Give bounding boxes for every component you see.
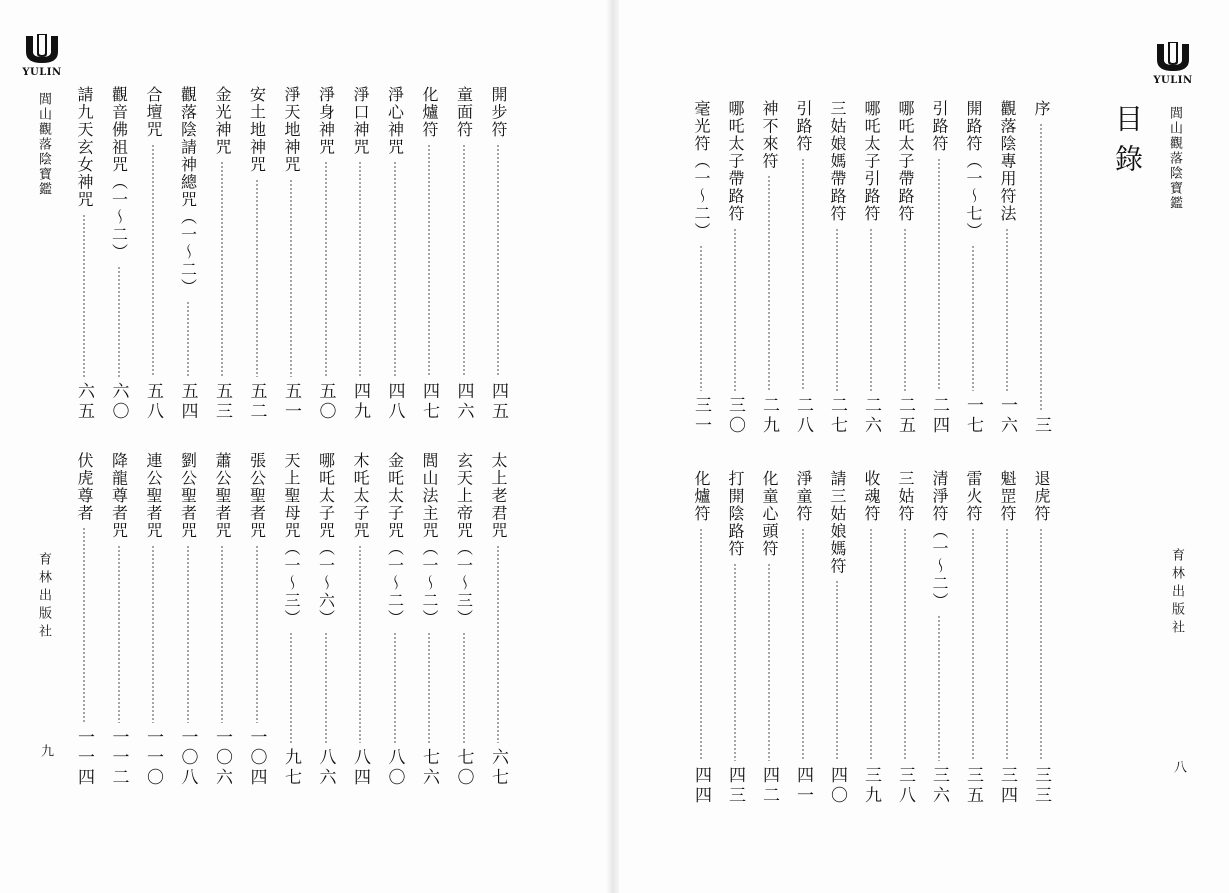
toc-entry-title: 開步符: [489, 86, 508, 139]
toc-entry: [895, 470, 915, 806]
yulin-emblem-icon: [1151, 40, 1195, 74]
toc-entry-title: 張公聖者咒: [247, 452, 267, 540]
toc-entry-title: 淨天地神咒: [282, 86, 301, 174]
toc-entry-title: 魁罡符: [998, 470, 1017, 523]
toc-entry: [316, 452, 336, 788]
toc-entry: [929, 470, 949, 806]
toc-leader-dots: [700, 528, 702, 762]
toc-entry-page: 四四: [691, 766, 711, 806]
toc-leader-dots: [700, 245, 702, 391]
toc-entry: [419, 86, 439, 422]
toc-entry-title: 淨口神咒: [351, 86, 370, 156]
toc-entry-page: 三一: [691, 396, 711, 436]
toc-entry-page: 一一四: [74, 728, 94, 788]
toc-entry-page: 八〇: [384, 748, 405, 788]
toc-entry: [247, 452, 267, 788]
toc-leader-dots: [325, 632, 327, 743]
page-number: 九: [38, 744, 53, 757]
toc-entry-title: 化童心頭符: [760, 470, 779, 558]
toc-leader-dots: [836, 580, 838, 761]
book-title: 閭山觀落陰寶鑑: [1167, 106, 1182, 211]
toc-entry-title: 淨身神咒: [316, 86, 336, 156]
toc-entry: [691, 470, 711, 806]
toc-entry-title: 哪吒太子帶路符: [726, 100, 745, 223]
yulin-logo: [18, 32, 66, 78]
toc-entry: [827, 470, 847, 806]
toc-entry-title: 降龍尊者咒: [109, 452, 129, 540]
toc-entry-title: 雷火符: [964, 470, 983, 523]
toc-leader-dots: [221, 161, 223, 377]
toc-entry-page: 四五: [488, 382, 508, 422]
toc-leader-dots: [325, 161, 327, 377]
toc-entry-page: 四八: [384, 382, 405, 422]
toc-entry: [963, 100, 983, 436]
toc-leader-dots: [734, 563, 736, 762]
toc-entry-title: 天上聖母咒（一～三）: [282, 452, 301, 627]
toc-leader-dots: [802, 158, 804, 392]
toc-leader-dots: [290, 632, 292, 743]
toc-entry-page: 三九: [861, 766, 881, 806]
toc-entry-title: 觀音佛祖咒（一～二）: [109, 86, 129, 261]
toc-entry: [725, 470, 745, 806]
toc-entry: [997, 100, 1017, 436]
toc-leader-dots: [359, 161, 361, 377]
toc-entry-page: 二四: [929, 396, 949, 436]
toc-entry: [212, 86, 232, 422]
toc-entry: [350, 86, 370, 422]
toc-entry-page: 四七: [419, 382, 439, 422]
toc-entry-title: 觀落陰專用符法: [998, 100, 1017, 223]
toc-entry-title: 安土地神咒: [247, 86, 267, 174]
toc-entry-title: 化爐符: [692, 470, 711, 523]
toc-entry-page: 六七: [488, 748, 508, 788]
toc-entry-title: 淨童符: [794, 470, 813, 523]
toc-entry: [385, 452, 405, 788]
toc-entry-page: 四一: [793, 766, 813, 806]
toc-leader-dots: [83, 214, 85, 378]
toc-entry: [793, 100, 813, 436]
toc-leader-dots: [463, 632, 465, 743]
toc-leader-dots: [1040, 123, 1042, 412]
publisher: 育林出版社: [36, 552, 51, 642]
toc-entry-title: 木吒太子咒: [351, 452, 370, 540]
toc-entry-title: 清淨符（一～二）: [930, 470, 949, 610]
toc-leader-dots: [768, 175, 770, 391]
toc-leader-dots: [463, 144, 465, 378]
toc-entry: [861, 470, 881, 806]
toc-leader-dots: [497, 144, 499, 378]
toc-leader-dots: [118, 266, 120, 377]
yulin-emblem-icon: [20, 32, 64, 66]
toc-entry: [178, 86, 198, 422]
toc-entry: [488, 452, 508, 788]
toc-entry-page: 三五: [963, 766, 983, 806]
left-page: [0, 0, 610, 893]
toc-entry-title: 合壇咒: [144, 86, 163, 139]
toc-entry-title: 閭山法主咒（一～二）: [420, 452, 439, 627]
toc-entry: [109, 86, 129, 422]
toc-entry: [316, 86, 336, 422]
toc-entry-title: 金光神咒: [213, 86, 232, 156]
toc-entry-page: 七〇: [453, 748, 474, 788]
toc-leader-dots: [938, 615, 940, 761]
toc-entry: [178, 452, 198, 788]
toc-leader-dots: [187, 545, 189, 724]
toc-entry-title: 金吒太子咒（一～二）: [385, 452, 405, 627]
toc-entry: [74, 86, 94, 422]
toc-entry: [1031, 470, 1051, 806]
toc-entry-page: 八四: [350, 748, 370, 788]
toc-entry: [247, 86, 267, 422]
toc-entry-title: 引路符: [930, 100, 949, 153]
toc-entry-page: 六〇: [108, 382, 129, 422]
toc-entry-page: 一〇四: [246, 728, 267, 788]
toc-entry: [861, 100, 881, 436]
toc-leader-dots: [734, 228, 736, 392]
toc-entry: [725, 100, 745, 436]
toc-entry-page: 四九: [350, 382, 370, 422]
toc-entry-title: 毫光符（一～二）: [692, 100, 711, 240]
toc-entry: [759, 470, 779, 806]
toc-entry-title: 化爐符: [420, 86, 439, 139]
toc-entry-title: 童面符: [454, 86, 474, 139]
toc-entry-page: 三四: [997, 766, 1017, 806]
toc-leader-dots: [904, 228, 906, 392]
toc-leader-dots: [428, 144, 430, 378]
toc-entry-title: 連公聖者咒: [144, 452, 163, 540]
toc-entry: [350, 452, 370, 788]
toc-entry-title: 哪吒太子帶路符: [896, 100, 915, 223]
toc-entry: [143, 86, 163, 422]
book-title: 閭山觀落陰寶鑑: [36, 92, 51, 197]
toc-entry-page: 一〇六: [212, 728, 232, 788]
toc-leader-dots: [768, 563, 770, 762]
toc-entry-title: 劉公聖者咒: [178, 452, 198, 540]
toc-entry-title: 序: [1032, 100, 1051, 118]
toc-entry-page: 三: [1031, 416, 1051, 436]
toc-leader-dots: [870, 228, 872, 392]
toc-leader-dots: [152, 545, 154, 724]
toc-entry-title: 請九天玄女神咒: [75, 86, 94, 209]
toc-entry-page: 六五: [74, 382, 94, 422]
toc-entry-title: 打開陰路符: [726, 470, 745, 558]
toc-entry: [929, 100, 949, 436]
toc-leader-dots: [1040, 528, 1042, 762]
toc-leader-dots: [290, 179, 292, 378]
toc-entry: [691, 100, 711, 436]
toc-entry: [454, 86, 474, 422]
toc-entry-page: 三六: [929, 766, 949, 806]
toc-entry-title: 開路符（一～七）: [964, 100, 983, 240]
toc-entry-page: 二九: [759, 396, 779, 436]
toc-entry-title: 太上老君咒: [489, 452, 508, 540]
toc-entry-page: 二六: [861, 396, 881, 436]
toc-entry-title: 觀落陰請神總咒（一～二）: [178, 86, 198, 296]
toc-entry: [997, 470, 1017, 806]
toc-entry: [454, 452, 474, 788]
toc-entry-title: 哪吒太子咒（一～六）: [316, 452, 336, 627]
toc-entry-page: 八六: [315, 748, 336, 788]
toc-entry: [895, 100, 915, 436]
toc-leader-dots: [187, 301, 189, 377]
toc-entry-title: 三姑符: [896, 470, 915, 523]
toc-entry: [488, 86, 508, 422]
toc-entry-title: 玄天上帝咒（一～三）: [454, 452, 474, 627]
toc-entry-title: 哪吒太子引路符: [862, 100, 881, 223]
toc-entry-title: 伏虎尊者: [75, 452, 94, 522]
toc-entry-page: 五八: [143, 382, 163, 422]
toc-entry-page: 三三: [1031, 766, 1051, 806]
toc-entry: [281, 86, 301, 422]
toc-entry-page: 七六: [419, 748, 439, 788]
toc-entry: [827, 100, 847, 436]
toc-leader-dots: [359, 545, 361, 744]
toc-leader-dots: [1006, 528, 1008, 762]
toc-entry-page: 一一〇: [143, 728, 163, 788]
toc-entry-title: 收魂符: [862, 470, 881, 523]
toc-leader-dots: [836, 228, 838, 392]
toc-entry-title: 引路符: [794, 100, 813, 153]
toc-entry-page: 四六: [453, 382, 474, 422]
toc-entry-page: 五〇: [315, 382, 336, 422]
toc-entry-title: 三姑娘媽帶路符: [828, 100, 847, 223]
yulin-logo: [1149, 40, 1197, 86]
toc-leader-dots: [870, 528, 872, 762]
toc-leader-dots: [221, 545, 223, 724]
toc-entry-page: 一七: [963, 396, 983, 436]
toc-leader-dots: [394, 161, 396, 377]
toc-entry-page: 五一: [281, 382, 301, 422]
page-number: 八: [1171, 760, 1186, 773]
toc-entry: [385, 86, 405, 422]
toc-entry-page: 四二: [759, 766, 779, 806]
toc-entry: [1031, 100, 1051, 436]
toc-entry-page: 九七: [281, 748, 301, 788]
toc-leader-dots: [394, 632, 396, 743]
toc-entry-title: 請三姑娘媽符: [828, 470, 847, 575]
toc-leader-dots: [497, 545, 499, 744]
toc-entry-page: 四三: [725, 766, 745, 806]
toc-entry: [143, 452, 163, 788]
toc-leader-dots: [118, 545, 120, 724]
toc-entry-page: 五四: [177, 382, 198, 422]
toc-leader-dots: [1006, 228, 1008, 392]
toc-entry-page: 五二: [246, 382, 267, 422]
toc-entry: [963, 470, 983, 806]
toc-entry-page: 三〇: [725, 396, 745, 436]
toc-entry: [109, 452, 129, 788]
toc-leader-dots: [938, 158, 940, 392]
right-page: [619, 0, 1229, 893]
logo-text: YULIN: [22, 67, 62, 78]
toc-entry: [212, 452, 232, 788]
toc-leader-dots: [972, 245, 974, 391]
toc-entry-title: 蕭公聖者咒: [213, 452, 232, 540]
toc-entry: [759, 100, 779, 436]
toc-entry-page: 一〇八: [177, 728, 198, 788]
toc-entry: [74, 452, 94, 788]
toc-leader-dots: [428, 632, 430, 743]
toc-entry-page: 一一二: [108, 728, 129, 788]
toc-leader-dots: [802, 528, 804, 762]
publisher: 育林出版社: [1169, 548, 1184, 638]
toc-leader-dots: [83, 527, 85, 723]
logo-text: YULIN: [1153, 75, 1193, 86]
toc-entry-title: 退虎符: [1032, 470, 1051, 523]
toc-entry: [793, 470, 813, 806]
toc-heading: 目錄: [1111, 104, 1144, 184]
toc-leader-dots: [256, 179, 258, 378]
toc-entry-title: 神不來符: [760, 100, 779, 170]
toc-entry-page: 一六: [997, 396, 1017, 436]
toc-entry-title: 淨心神咒: [385, 86, 405, 156]
toc-leader-dots: [152, 144, 154, 378]
toc-leader-dots: [256, 545, 258, 724]
toc-entry-page: 二五: [895, 396, 915, 436]
toc-leader-dots: [972, 528, 974, 762]
toc-entry-page: 三八: [895, 766, 915, 806]
toc-entry-page: 四〇: [827, 766, 847, 806]
toc-leader-dots: [904, 528, 906, 762]
toc-entry-page: 五三: [212, 382, 232, 422]
toc-entry-page: 二八: [793, 396, 813, 436]
toc-entry: [419, 452, 439, 788]
toc-entry: [281, 452, 301, 788]
toc-entry-page: 二七: [827, 396, 847, 436]
